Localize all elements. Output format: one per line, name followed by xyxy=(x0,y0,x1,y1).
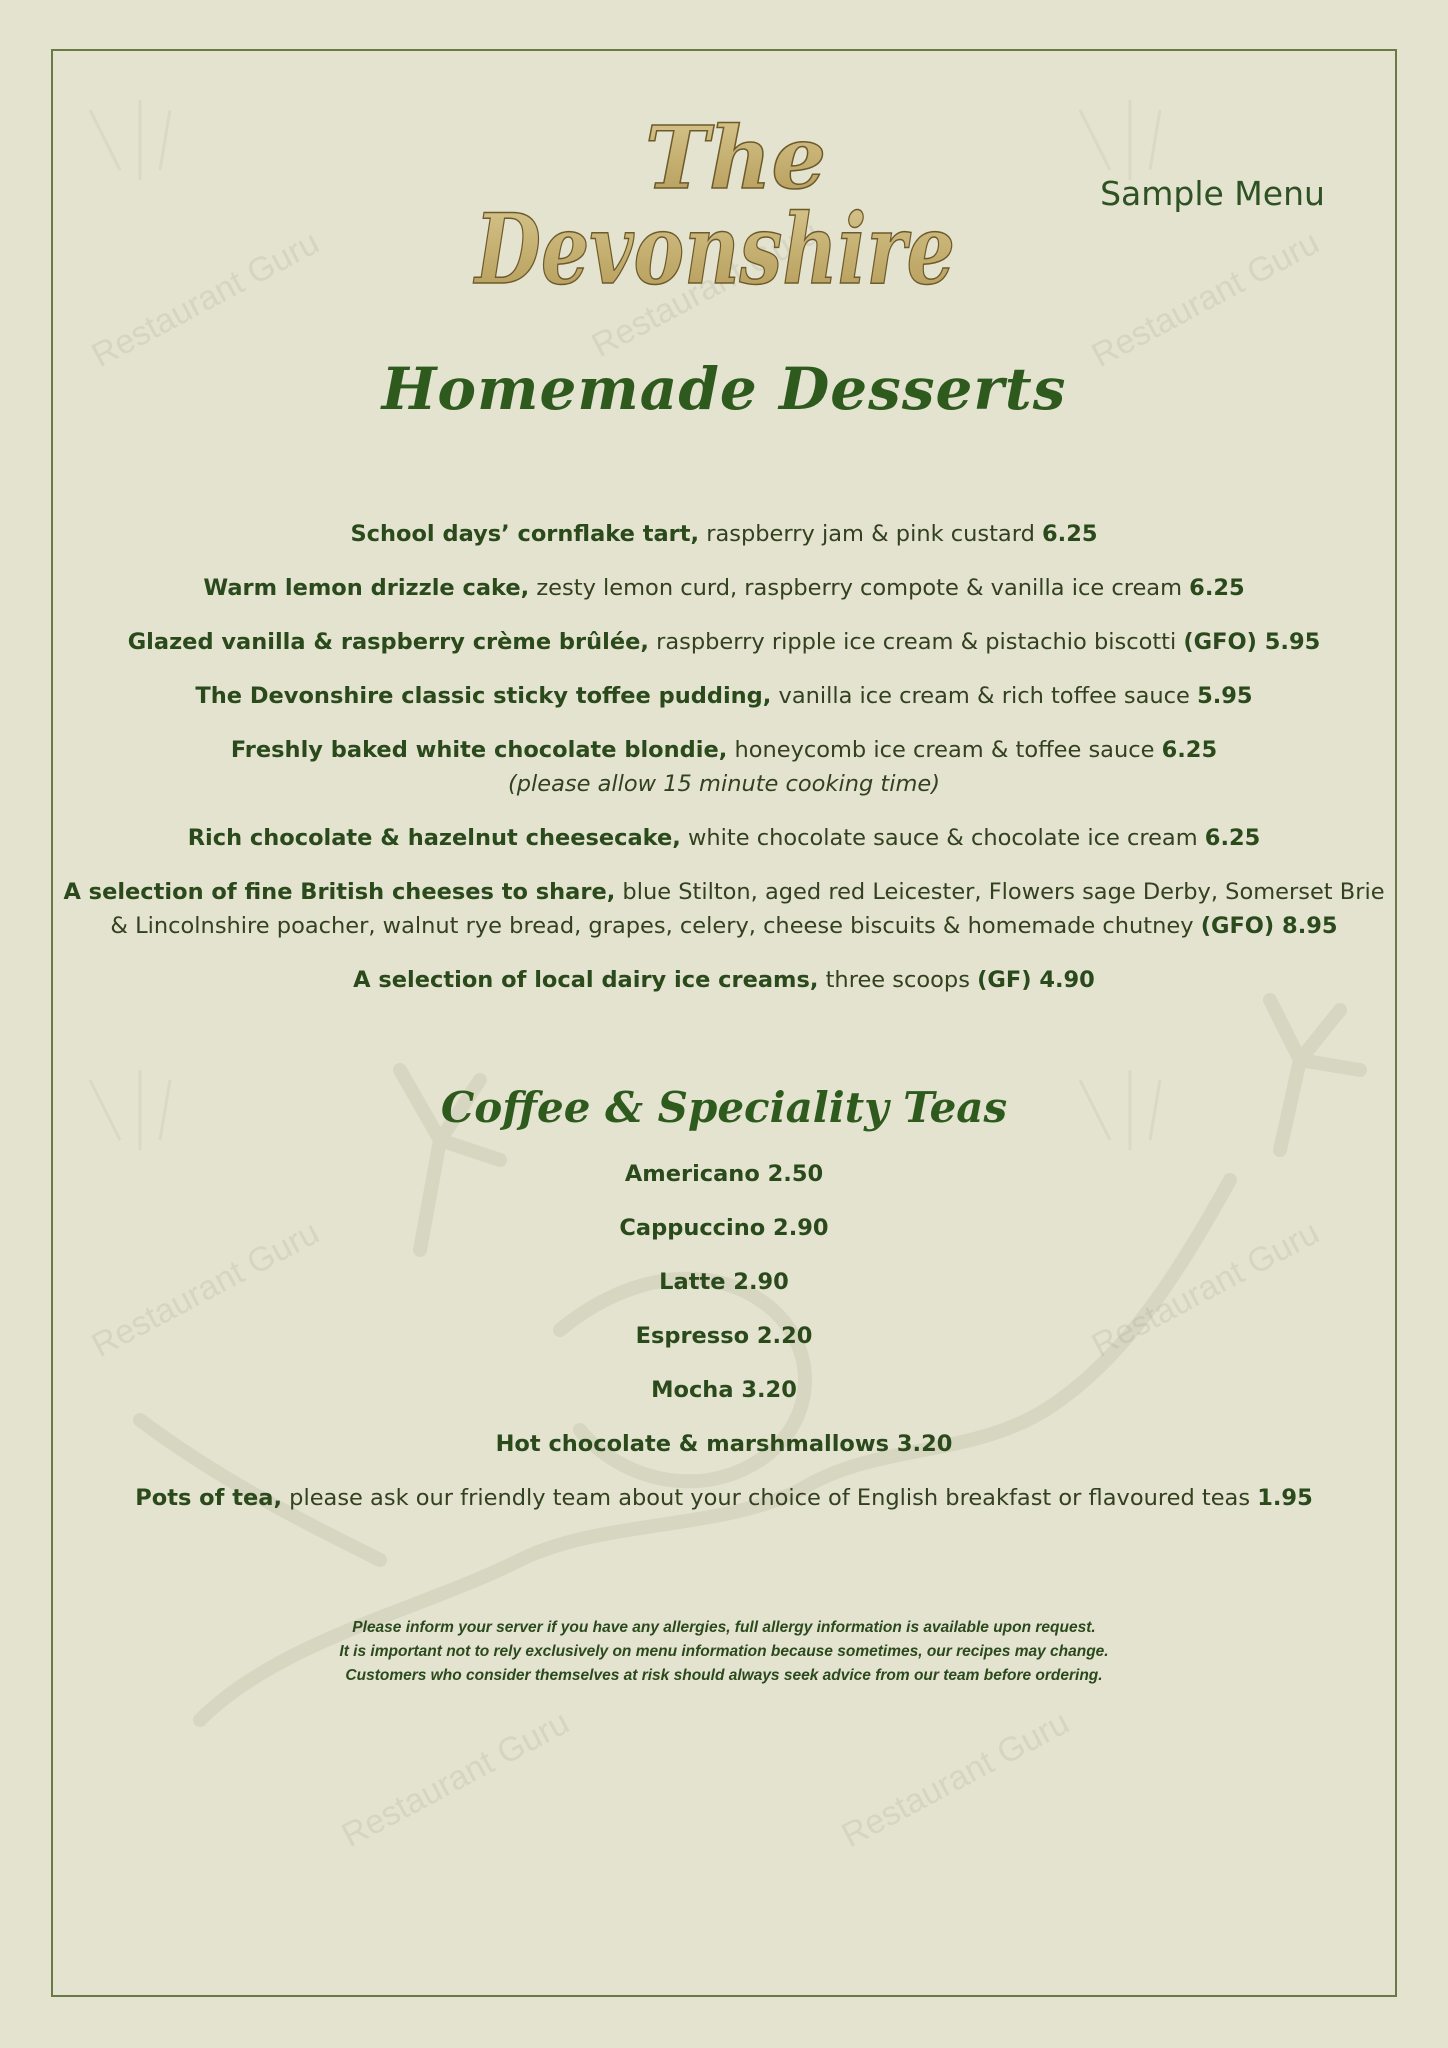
list-item xyxy=(60,571,1388,605)
dish-name: Glazed vanilla & raspberry crème brûlée, xyxy=(127,629,649,655)
drink-name: Espresso 2.20 xyxy=(635,1323,813,1349)
coffee-list xyxy=(60,1157,1388,1535)
list-item xyxy=(60,875,1388,943)
coffee-heading: Coffee & Speciality Teas xyxy=(440,1083,1008,1132)
watermark-text: Restaurant Guru xyxy=(335,1703,576,1855)
drink-name: Mocha 3.20 xyxy=(651,1377,797,1403)
drink-description: please ask our friendly team about your choice of English breakfast or flavoured teas xyxy=(289,1485,1251,1511)
sample-menu-label: Sample Menu xyxy=(1100,174,1325,213)
list-item xyxy=(60,1319,1388,1353)
list-item xyxy=(60,1427,1388,1461)
dish-price: (GFO) 5.95 xyxy=(1183,629,1321,655)
list-item xyxy=(60,1265,1388,1299)
watermark-text: Restaurant Guru xyxy=(1085,223,1326,375)
list-item xyxy=(60,517,1388,551)
list-item xyxy=(60,1211,1388,1245)
dish-price: (GF) 4.90 xyxy=(977,967,1095,993)
list-item xyxy=(60,1157,1388,1191)
drink-name: Hot chocolate & marshmallows 3.20 xyxy=(495,1431,953,1457)
watermark-text: Restaurant Guru xyxy=(585,213,826,365)
dish-price: 6.25 xyxy=(1189,575,1245,601)
dish-name: Rich chocolate & hazelnut cheesecake, xyxy=(187,825,681,851)
dish-description: three scoops xyxy=(825,967,970,993)
allergy-notice xyxy=(200,1616,1248,1688)
svg-text:The: The xyxy=(645,108,827,209)
dish-name: A selection of fine British cheeses to share, xyxy=(63,879,616,905)
watermark-text: Restaurant Guru xyxy=(85,223,326,375)
list-item xyxy=(60,733,1388,801)
list-item xyxy=(60,1373,1388,1407)
dish-description: raspberry jam & pink custard xyxy=(706,521,1035,547)
dish-price: 5.95 xyxy=(1197,683,1253,709)
list-item xyxy=(60,625,1388,659)
cooking-time-note: (please allow 15 minute cooking time) xyxy=(507,771,941,797)
list-item xyxy=(60,963,1388,997)
dish-name: Warm lemon drizzle cake, xyxy=(203,575,530,601)
dish-description: white chocolate sauce & chocolate ice cream xyxy=(688,825,1198,851)
desserts-heading: Homemade Desserts xyxy=(381,355,1067,423)
dish-name: A selection of local dairy ice creams, xyxy=(353,967,819,993)
desserts-list xyxy=(60,517,1388,1017)
allergy-line: Please inform your server if you have any allergies, full allergy information is available upon request. xyxy=(352,1619,1096,1636)
dish-name: Freshly baked white chocolate blondie, xyxy=(230,737,728,763)
dish-description: honeycomb ice cream & toffee sauce xyxy=(734,737,1155,763)
dish-description: raspberry ripple ice cream & pistachio biscotti xyxy=(656,629,1177,655)
allergy-line: It is important not to rely exclusively on menu information because sometimes, our recipes may change. xyxy=(339,1643,1109,1660)
svg-text:Devonshire: Devonshire xyxy=(472,193,955,306)
allergy-line: Customers who consider themselves at risk should always seek advice from our team before ordering. xyxy=(345,1667,1103,1684)
watermark-text: Restaurant Guru xyxy=(835,1703,1076,1855)
dish-description: zesty lemon curd, raspberry compote & vanilla ice cream xyxy=(536,575,1183,601)
list-item xyxy=(60,679,1388,713)
watermark-text: Restaurant Guru xyxy=(1085,1213,1326,1365)
dish-name: The Devonshire classic sticky toffee pudding, xyxy=(195,683,772,709)
menu-border-frame xyxy=(51,49,1397,1997)
dish-price: 6.25 xyxy=(1042,521,1098,547)
drink-name: Cappuccino 2.90 xyxy=(619,1215,829,1241)
dish-name: School days’ cornflake tart, xyxy=(350,521,700,547)
dish-price: (GFO) 8.95 xyxy=(1200,913,1338,939)
dish-price: 6.25 xyxy=(1204,825,1261,851)
list-item xyxy=(60,1481,1388,1515)
drink-price: 1.95 xyxy=(1257,1485,1313,1511)
drink-name: Americano 2.50 xyxy=(624,1161,824,1187)
drink-name: Pots of tea, xyxy=(135,1485,283,1511)
dish-price: 6.25 xyxy=(1161,737,1218,763)
dish-description: vanilla ice cream & rich toffee sauce xyxy=(778,683,1190,709)
drink-name: Latte 2.90 xyxy=(659,1269,789,1295)
devonshire-logo xyxy=(470,98,970,323)
dish-description: blue Stilton, aged red Leicester, Flowers sage Derby, Somerset Brie & Lincolnshire poacher, walnut rye bread, grapes, celery, cheese biscuits & homemade chutney xyxy=(110,879,1385,939)
watermark-text: Restaurant Guru xyxy=(85,1213,326,1365)
list-item xyxy=(60,821,1388,855)
